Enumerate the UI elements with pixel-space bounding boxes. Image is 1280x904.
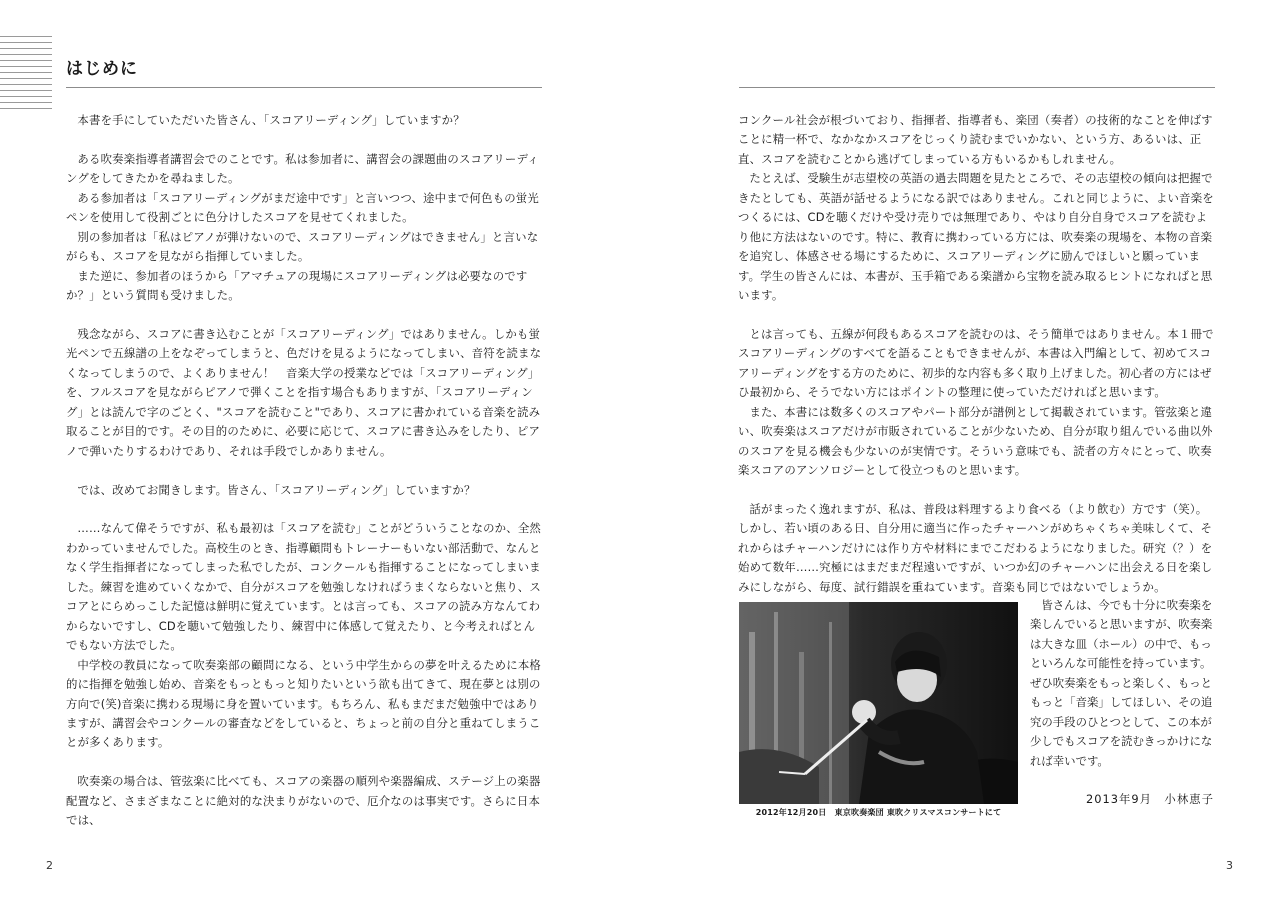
photo-caption: 2012年12月20日 東京吹奏楽団 東吹クリスマスコンサートにて (755, 808, 1002, 817)
decorative-stripes (0, 36, 52, 118)
paragraph: 本書を手にしていただいた皆さん、「スコアリーディング」していますか？ (77, 113, 465, 127)
right-column-text (738, 111, 1216, 597)
left-column-text (66, 111, 544, 831)
paragraph: では、改めてお聞きします。皆さん、「スコアリーディング」していますか？ (77, 482, 476, 497)
page-number-left: 2 (46, 859, 53, 872)
paragraph: 話がまったく逸れますが、私は、普段は料理するより食べる（より飲む）方です（笑）。しかし、若い頃のある日、自分用に適当に作ったチャーハンがめちゃくちゃ美味しくて、それからはチャーハンだけには作り方や材料にまでこだわるようになりました。研究（？）を始めて数年……究極にはまだまだ程遠いですが、いつか幻のチャーハンに出会える日を楽しみにしながら、毎度、試行錯誤を重ねています。音楽も同じではないでしょうか。 (738, 502, 1213, 594)
page-title: はじめに (66, 59, 138, 79)
paragraph: ……なんて偉そうですが、私も最初は「スコアを読む」ことがどういうことなのか、全然わかっていませんでした。高校生のとき、指導顧問もトレーナーもいない部活動で、なんとなく学生指揮者になってしまった私でしたが、コンクールも指揮することになってしまいました。練習を進めていくなかで、自分がスコアを勉強しなければうまくならないと焦り、スコアとにらめっこした記憶は鮮明に覚えています。とは言っても、スコアの読み方なんてわからないですし、CDを聴いて勉強したり、練習中に体感して覚えたり、と今考えればとんでもない方法でした。 (66, 521, 542, 653)
side-text (1030, 596, 1216, 771)
page-number-right: 3 (1226, 859, 1233, 872)
paragraph: たとえば、受験生が志望校の英語の過去問題を見たところで、その志望校の傾向は把握できたとしても、英語が話せるようになる訳ではありません。これと同じように、よい音楽をつくるには、CDを聴くだけや受け売りでは無理であり、やはり自分自身でスコアを読むより他に方法はないのです。特に、教育に携わっている方には、吹奏楽の現場を、本物の音楽を追究し、体感させる場にするために、スコアリーディングに励んでほしいと願っています。学生の皆さんには、本書が、玉手箱である楽譜から宝物を読み取るヒントになればと思います。 (738, 171, 1214, 303)
signature: 2013年9月 小林恵子 (1086, 792, 1214, 806)
paragraph: 吹奏楽の場合は、管弦楽に比べても、スコアの楽器の順列や楽器編成、ステージ上の楽器配置など、さまざまなことに絶対的な決まりがないので、厄介なのは事実です。さらに日本では、 (66, 774, 541, 828)
paragraph: コンクール社会が根づいており、指揮者、指導者も、楽団（奏者）の技術的なことを伸ばすことに精一杯で、なかなかスコアをじっくり読むまでいかない、という方、あるいは、正直、スコアを読むことから逃げてしまっている方もいるかもしれません。 (738, 113, 1213, 166)
paragraph: 残念ながら、スコアに書き込むことが「スコアリーディング」ではありません。しかも蛍光ペンで五線譜の上をなぞってしまうと、色だけを見るようになってしまい、音符を読まなくなってしまうので、よくありません！ 音楽大学の授業などでは「スコアリーディング」を、フルスコアを見ながらピアノで弾くことを指す場合もありますが、「スコアリーディング」とは読んで字のごとく、"スコアを読むこと"であり、スコアに書かれている音楽を読み取ることが目的です。その目的のために、必要に応じて、スコアに書き込みをしたり、ピアノで弾いたりするわけであり、それは手段でしかありません。 (66, 326, 542, 458)
paragraph: とは言っても、五線が何段もあるスコアを読むのは、そう簡単ではありません。本１冊でスコアリーディングのすべてを語ることもできませんが、本書は入門編として、初めてスコアリーディングをする方のために、初歩的な内容も多く取り上げました。初心者の方にはぜひ最初から、そうでない方にはポイントの整理に使っていただければと思います。 (738, 326, 1214, 400)
paragraph: ある参加者は「スコアリーディングがまだ途中です」と言いつつ、途中まで何色もの蛍光ペンを使用して役割ごとに色分けしたスコアを見せてくれました。 (66, 190, 539, 225)
paragraph: また、本書には数多くのスコアやパート部分が譜例として掲載されています。管弦楽と違い、吹奏楽はスコアだけが市販されていることが少ないため、自分が取り組んでいる曲以外のスコアを見る機会も少ないのが実情です。そういう意味でも、読者の方々にとって、吹奏楽スコアのアンソロジーとして役立つものと思います。 (738, 404, 1213, 478)
conductor-photo (739, 602, 1018, 804)
title-rule-left (66, 87, 542, 88)
paragraph: 皆さんは、今でも十分に吹奏楽を楽しんでいると思いますが、吹奏楽は大きな皿（ホール）の中で、もっといろんな可能性を持っています。ぜひ吹奏楽をもっと楽しく、もっともっと「音楽」してほしい、その追究の手段のひとつとして、この本が少しでもスコアを読むきっかけになれば幸いです。 (1030, 598, 1213, 768)
paragraph: 中学校の教員になって吹奏楽部の顧問になる、という中学生からの夢を叶えるために本格的に指揮を勉強し始め、音楽をもっともっと知りたいという欲も出てきて、現在夢とは別の方向で(笑)音楽に携わる現場に身を置いています。もちろん、私もまだまだ勉強中ではありますが、講習会やコンクールの審査などをしていると、ちょっと前の自分と重ねてしまうことが多くあります。 (66, 657, 542, 750)
paragraph: 別の参加者は「私はピアノが弾けないので、スコアリーディングはできません」と言いながらも、スコアを見ながら指揮していました。 (66, 229, 539, 264)
title-rule-right (739, 87, 1215, 88)
paragraph: ある吹奏楽指導者講習会でのことです。私は参加者に、講習会の課題曲のスコアリーディングをしてきたかを尋ねました。 (66, 151, 539, 186)
paragraph: また逆に、参加者のほうから「アマチュアの現場にスコアリーディングは必要なのですか？」という質問も受けました。 (66, 268, 528, 303)
